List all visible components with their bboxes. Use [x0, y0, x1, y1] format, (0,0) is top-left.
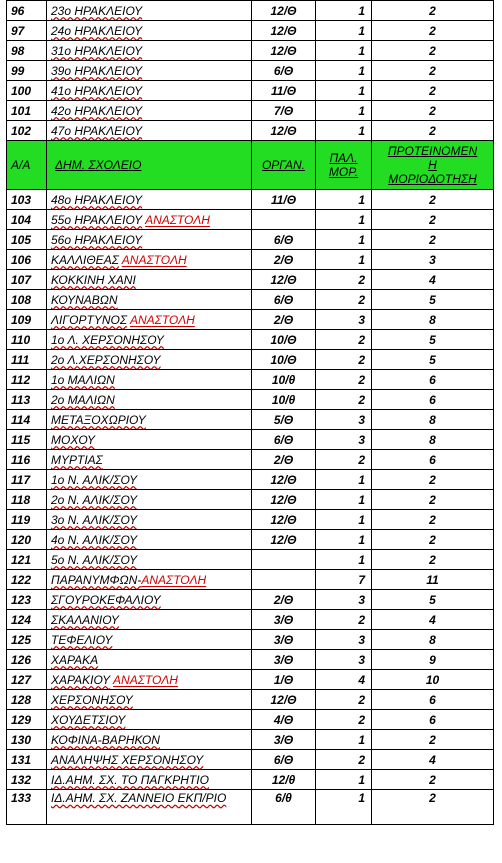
header-mor-line1: ΠΡΟΤΕΙΝΟΜΕΝ — [387, 144, 478, 158]
school-name: ΙΔ.ΑΗΜ. ΣΧ. ΖΑΝΝΕΙΟ ΕΚΠ/ΡΙΟ — [51, 791, 227, 805]
table-row — [7, 101, 494, 121]
school-name-cell — [47, 790, 252, 825]
school-name-cell — [47, 410, 252, 430]
school-name-cell — [47, 190, 252, 210]
table-row — [7, 630, 494, 650]
old-score-cell: 1 — [316, 101, 372, 121]
old-score-cell: 3 — [316, 630, 372, 650]
organization-cell: 3/Θ — [252, 630, 316, 650]
row-number: 96 — [7, 1, 47, 21]
organization-cell: 10/θ — [252, 390, 316, 410]
school-name: 42ο ΗΡΑΚΛΕΙΟΥ — [51, 103, 143, 118]
organization-cell: 7/Θ — [252, 101, 316, 121]
school-name-cell — [47, 430, 252, 450]
school-name-cell — [47, 770, 252, 790]
proposed-score-cell: 11 — [372, 570, 494, 590]
row-number: 113 — [7, 390, 47, 410]
school-name-cell — [47, 650, 252, 670]
old-score-cell: 1 — [316, 41, 372, 61]
row-number: 98 — [7, 41, 47, 61]
organization-cell: 6/Θ — [252, 750, 316, 770]
table-row — [7, 650, 494, 670]
old-score-cell: 3 — [316, 590, 372, 610]
row-number: 118 — [7, 490, 47, 510]
proposed-score-cell: 2 — [372, 1, 494, 21]
table-row — [7, 250, 494, 270]
row-number: 115 — [7, 430, 47, 450]
old-score-cell: 7 — [316, 570, 372, 590]
school-name: 3ο Ν. ΑΛΙΚ/ΣΟΥ — [51, 512, 138, 527]
school-name-cell — [47, 490, 252, 510]
row-number: 116 — [7, 450, 47, 470]
old-score-cell: 1 — [316, 790, 372, 825]
proposed-score-cell: 2 — [372, 730, 494, 750]
table-row — [7, 430, 494, 450]
old-score-cell: 2 — [316, 370, 372, 390]
header-school: ΔΗΜ. ΣΧΟΛΕΙΟ — [47, 141, 252, 190]
proposed-score-cell: 2 — [372, 510, 494, 530]
old-score-cell: 1 — [316, 121, 372, 141]
old-score-cell: 1 — [316, 21, 372, 41]
school-name-cell — [47, 730, 252, 750]
table-row — [7, 610, 494, 630]
proposed-score-cell: 4 — [372, 270, 494, 290]
row-number: 108 — [7, 290, 47, 310]
table-row — [7, 230, 494, 250]
school-name: ΜΟΧΟΥ — [51, 432, 96, 447]
organization-cell: 12/Θ — [252, 690, 316, 710]
proposed-score-cell: 2 — [372, 530, 494, 550]
school-name-cell — [47, 270, 252, 290]
proposed-score-cell: 2 — [372, 21, 494, 41]
old-score-cell: 2 — [316, 390, 372, 410]
organization-cell: 6/θ — [252, 790, 316, 825]
school-name: ΚΟΦΙΝΑ-ΒΑΡΗΚΟΝ — [51, 732, 160, 747]
old-score-cell: 4 — [316, 670, 372, 690]
header-mor-line2: Η — [428, 158, 437, 172]
table-row — [7, 790, 494, 825]
table-row — [7, 121, 494, 141]
table-row — [7, 410, 494, 430]
school-name: ΚΟΚΚΙΝΗ ΧΑΝΙ — [51, 272, 136, 287]
school-name-cell — [47, 290, 252, 310]
header-pal — [316, 141, 372, 190]
organization-cell: 12/Θ — [252, 510, 316, 530]
school-name-cell — [47, 450, 252, 470]
school-name-cell — [47, 670, 252, 690]
organization-cell: 12/Θ — [252, 270, 316, 290]
old-score-cell: 1 — [316, 250, 372, 270]
school-name: 2ο Ν. ΑΛΙΚ/ΣΟΥ — [51, 492, 138, 507]
header-pal-line1: ΠΑΛ. — [329, 151, 358, 165]
table-row — [7, 61, 494, 81]
header-mor — [372, 141, 494, 190]
proposed-score-cell: 5 — [372, 350, 494, 370]
header-aa: Α/Α — [7, 141, 47, 190]
school-name-cell — [47, 61, 252, 81]
row-number: 119 — [7, 510, 47, 530]
school-name-cell — [47, 41, 252, 61]
row-number: 100 — [7, 81, 47, 101]
organization-cell — [252, 210, 316, 230]
row-number: 106 — [7, 250, 47, 270]
table-row — [7, 750, 494, 770]
proposed-score-cell: 2 — [372, 790, 494, 825]
old-score-cell: 1 — [316, 510, 372, 530]
school-name: 5ο Ν. ΑΛΙΚ/ΣΟΥ — [51, 552, 138, 567]
school-name-cell — [47, 470, 252, 490]
proposed-score-cell: 2 — [372, 210, 494, 230]
organization-cell: 2/Θ — [252, 250, 316, 270]
row-number: 127 — [7, 670, 47, 690]
table-row — [7, 350, 494, 370]
school-name-cell — [47, 690, 252, 710]
old-score-cell: 1 — [316, 530, 372, 550]
proposed-score-cell: 2 — [372, 101, 494, 121]
old-score-cell: 3 — [316, 650, 372, 670]
proposed-score-cell: 2 — [372, 121, 494, 141]
school-name: ΠΑΡΑΝΥΜΦΩΝ- — [51, 572, 142, 587]
table-row — [7, 450, 494, 470]
organization-cell: 2/Θ — [252, 450, 316, 470]
school-name-cell — [47, 610, 252, 630]
row-number: 97 — [7, 21, 47, 41]
school-name: 2ο ΜΑΛΙΩΝ — [51, 392, 115, 407]
old-score-cell: 3 — [316, 410, 372, 430]
organization-cell: 10/Θ — [252, 350, 316, 370]
old-score-cell: 2 — [316, 610, 372, 630]
organization-cell: 6/Θ — [252, 230, 316, 250]
row-number: 129 — [7, 710, 47, 730]
old-score-cell: 1 — [316, 230, 372, 250]
table-row — [7, 190, 494, 210]
proposed-score-cell: 8 — [372, 410, 494, 430]
school-name-cell — [47, 210, 252, 230]
proposed-score-cell: 8 — [372, 310, 494, 330]
table-row — [7, 210, 494, 230]
proposed-score-cell: 2 — [372, 230, 494, 250]
school-name-cell — [47, 121, 252, 141]
school-name: 2ο Λ.ΧΕΡΣΟΝΗΣΟΥ — [51, 352, 161, 367]
row-number: 131 — [7, 750, 47, 770]
table-row — [7, 590, 494, 610]
header-mor-line3: ΜΟΡΙΟΔΟΤΗΣΗ — [388, 172, 477, 186]
school-name-cell — [47, 750, 252, 770]
old-score-cell: 1 — [316, 730, 372, 750]
old-score-cell: 3 — [316, 430, 372, 450]
proposed-score-cell: 2 — [372, 470, 494, 490]
table-row — [7, 290, 494, 310]
table-row — [7, 730, 494, 750]
proposed-score-cell: 8 — [372, 430, 494, 450]
school-name-cell — [47, 330, 252, 350]
school-name-cell — [47, 530, 252, 550]
school-name: 56ο ΗΡΑΚΛΕΙΟΥ — [51, 232, 143, 247]
school-name: 24ο ΗΡΑΚΛΕΙΟΥ — [51, 23, 143, 38]
school-name: ΜΕΤΑΞΟΧΩΡΙΟΥ — [51, 412, 146, 427]
proposed-score-cell: 8 — [372, 630, 494, 650]
header-organ: ΟΡΓΑΝ. — [252, 141, 316, 190]
table-row — [7, 470, 494, 490]
suspension-label: ΑΝΑΣΤΟΛΗ — [129, 312, 195, 327]
row-number: 130 — [7, 730, 47, 750]
proposed-score-cell: 5 — [372, 290, 494, 310]
organization-cell: 3/Θ — [252, 650, 316, 670]
proposed-score-cell: 6 — [372, 390, 494, 410]
organization-cell: 12/Θ — [252, 121, 316, 141]
row-number: 125 — [7, 630, 47, 650]
organization-cell: 10/θ — [252, 370, 316, 390]
school-name-cell — [47, 710, 252, 730]
header-pal-line2: ΜΟΡ. — [328, 165, 359, 179]
school-name: ΣΚΑΛΑΝΙΟΥ — [51, 612, 119, 627]
old-score-cell: 1 — [316, 470, 372, 490]
organization-cell: 3/Θ — [252, 730, 316, 750]
organization-cell: 11/Θ — [252, 190, 316, 210]
row-number: 123 — [7, 590, 47, 610]
row-number: 104 — [7, 210, 47, 230]
organization-cell: 6/Θ — [252, 290, 316, 310]
school-name: ΚΑΛΛΙΘΕΑΣ — [51, 252, 119, 267]
organization-cell: 5/Θ — [252, 410, 316, 430]
table-row — [7, 690, 494, 710]
schools-table — [6, 0, 494, 825]
proposed-score-cell: 6 — [372, 710, 494, 730]
table-row — [7, 570, 494, 590]
school-name-cell — [47, 350, 252, 370]
school-name: 4ο Ν. ΑΛΙΚ/ΣΟΥ — [51, 532, 138, 547]
proposed-score-cell: 10 — [372, 670, 494, 690]
old-score-cell: 2 — [316, 270, 372, 290]
proposed-score-cell: 5 — [372, 330, 494, 350]
table-row — [7, 330, 494, 350]
proposed-score-cell: 2 — [372, 81, 494, 101]
row-number: 121 — [7, 550, 47, 570]
table-row — [7, 770, 494, 790]
row-number: 111 — [7, 350, 47, 370]
row-number: 133 — [7, 790, 47, 825]
organization-cell: 12/Θ — [252, 21, 316, 41]
proposed-score-cell: 5 — [372, 590, 494, 610]
old-score-cell: 1 — [316, 1, 372, 21]
school-name-cell — [47, 550, 252, 570]
school-name-cell — [47, 21, 252, 41]
school-name: 39ο ΗΡΑΚΛΕΙΟΥ — [51, 63, 143, 78]
organization-cell: 12/Θ — [252, 530, 316, 550]
school-name-cell — [47, 81, 252, 101]
organization-cell: 10/Θ — [252, 330, 316, 350]
school-name: ΣΓΟΥΡΟΚΕΦΑΛΙΟΥ — [51, 592, 161, 607]
rows-after-header — [7, 190, 494, 825]
proposed-score-cell: 2 — [372, 490, 494, 510]
old-score-cell: 3 — [316, 310, 372, 330]
row-number: 109 — [7, 310, 47, 330]
organization-cell: 4/Θ — [252, 710, 316, 730]
school-name: 31ο ΗΡΑΚΛΕΙΟΥ — [51, 43, 143, 58]
proposed-score-cell: 4 — [372, 750, 494, 770]
row-number: 105 — [7, 230, 47, 250]
organization-cell: 2/Θ — [252, 590, 316, 610]
row-number: 103 — [7, 190, 47, 210]
old-score-cell: 2 — [316, 330, 372, 350]
row-number: 101 — [7, 101, 47, 121]
old-score-cell: 1 — [316, 81, 372, 101]
organization-cell — [252, 550, 316, 570]
table-row — [7, 81, 494, 101]
table-row — [7, 390, 494, 410]
organization-cell: 12/Θ — [252, 41, 316, 61]
table-row — [7, 490, 494, 510]
old-score-cell: 1 — [316, 550, 372, 570]
row-number: 126 — [7, 650, 47, 670]
table-row — [7, 530, 494, 550]
organization-cell: 12/Θ — [252, 490, 316, 510]
table-row — [7, 710, 494, 730]
school-name-cell — [47, 630, 252, 650]
proposed-score-cell: 2 — [372, 61, 494, 81]
school-name-cell — [47, 590, 252, 610]
organization-cell: 1/Θ — [252, 670, 316, 690]
table-row — [7, 550, 494, 570]
row-number: 124 — [7, 610, 47, 630]
row-number: 99 — [7, 61, 47, 81]
table-row — [7, 510, 494, 530]
proposed-score-cell: 2 — [372, 41, 494, 61]
table-row — [7, 1, 494, 21]
row-number: 107 — [7, 270, 47, 290]
proposed-score-cell: 6 — [372, 370, 494, 390]
school-name: ΧΑΡΑΚΑ — [51, 652, 99, 667]
school-name: ΧΟΥΔΕΤΣΙΟΥ — [51, 712, 126, 727]
organization-cell: 12/Θ — [252, 1, 316, 21]
header-section — [7, 141, 494, 190]
old-score-cell: 1 — [316, 61, 372, 81]
school-name: ΧΕΡΣΟΝΗΣΟΥ — [51, 692, 133, 707]
organization-cell: 6/Θ — [252, 61, 316, 81]
old-score-cell: 2 — [316, 450, 372, 470]
old-score-cell: 1 — [316, 190, 372, 210]
proposed-score-cell: 2 — [372, 190, 494, 210]
table-row — [7, 21, 494, 41]
table-row — [7, 310, 494, 330]
school-name-cell — [47, 1, 252, 21]
organization-cell: 2/Θ — [252, 310, 316, 330]
row-number: 102 — [7, 121, 47, 141]
row-number: 112 — [7, 370, 47, 390]
old-score-cell: 2 — [316, 690, 372, 710]
school-name: ΧΑΡΑΚΙΟΥ — [51, 672, 111, 687]
row-number: 117 — [7, 470, 47, 490]
school-name-cell — [47, 570, 252, 590]
suspension-label: ΑΝΑΣΤΟΛΗ — [113, 672, 178, 687]
row-number: 120 — [7, 530, 47, 550]
organization-cell: 3/Θ — [252, 610, 316, 630]
school-name: 47ο ΗΡΑΚΛΕΙΟΥ — [51, 123, 143, 138]
school-name: 1ο Λ. ΧΕΡΣΟΝΗΣΟΥ — [51, 332, 164, 347]
suspension-label: ΑΝΑΣΤΟΛΗ — [141, 572, 207, 587]
school-name: 1ο Ν. ΑΛΙΚ/ΣΟΥ — [51, 472, 138, 487]
organization-cell: 12/Θ — [252, 470, 316, 490]
row-number: 110 — [7, 330, 47, 350]
school-name: ΙΔ.ΑΗΜ. ΣΧ. ΤΟ ΠΑΓΚΡΗΤΙΟ — [51, 772, 209, 787]
school-name: ΚΟΥΝΑΒΩΝ — [51, 292, 118, 307]
row-number: 128 — [7, 690, 47, 710]
school-name-cell — [47, 230, 252, 250]
school-name: 55ο ΗΡΑΚΛΕΙΟΥ — [51, 212, 143, 227]
old-score-cell: 2 — [316, 350, 372, 370]
old-score-cell: 2 — [316, 290, 372, 310]
organization-cell: 6/Θ — [252, 430, 316, 450]
proposed-score-cell: 3 — [372, 250, 494, 270]
school-name-cell — [47, 101, 252, 121]
school-name-cell — [47, 390, 252, 410]
school-name-cell — [47, 510, 252, 530]
school-name: 1ο ΜΑΛΙΩΝ — [51, 372, 115, 387]
school-name: ΛΙΓΟΡΤΥΝΟΣ — [51, 312, 128, 327]
old-score-cell: 2 — [316, 710, 372, 730]
row-number: 132 — [7, 770, 47, 790]
proposed-score-cell: 6 — [372, 450, 494, 470]
proposed-score-cell: 2 — [372, 770, 494, 790]
school-name-cell — [47, 310, 252, 330]
table-row — [7, 370, 494, 390]
suspension-label: ΑΝΑΣΤΟΛΗ — [121, 252, 187, 267]
school-name-cell — [47, 250, 252, 270]
school-name: ΜΥΡΤΙΑΣ — [51, 452, 103, 467]
school-name: 41ο ΗΡΑΚΛΕΙΟΥ — [51, 83, 143, 98]
proposed-score-cell: 4 — [372, 610, 494, 630]
organization-cell: 11/Θ — [252, 81, 316, 101]
table-row — [7, 670, 494, 690]
row-number: 122 — [7, 570, 47, 590]
school-name-cell — [47, 370, 252, 390]
old-score-cell: 1 — [316, 770, 372, 790]
suspension-label: ΑΝΑΣΤΟΛΗ — [145, 212, 210, 227]
old-score-cell: 1 — [316, 210, 372, 230]
proposed-score-cell: 2 — [372, 550, 494, 570]
proposed-score-cell: 6 — [372, 690, 494, 710]
header-row — [7, 141, 494, 190]
row-number: 114 — [7, 410, 47, 430]
organization-cell: 12/θ — [252, 770, 316, 790]
table-row — [7, 270, 494, 290]
school-name: 48ο ΗΡΑΚΛΕΙΟΥ — [51, 192, 143, 207]
school-name: ΤΕΦΕΛΙΟΥ — [51, 632, 113, 647]
proposed-score-cell: 9 — [372, 650, 494, 670]
school-name: ΑΝΑΛΗΨΗΣ ΧΕΡΣΟΝΗΣΟΥ — [51, 752, 204, 767]
old-score-cell: 1 — [316, 490, 372, 510]
old-score-cell: 2 — [316, 750, 372, 770]
school-name: 23ο ΗΡΑΚΛΕΙΟΥ — [51, 3, 143, 18]
table-row — [7, 41, 494, 61]
organization-cell — [252, 570, 316, 590]
rows-before-header — [7, 1, 494, 141]
